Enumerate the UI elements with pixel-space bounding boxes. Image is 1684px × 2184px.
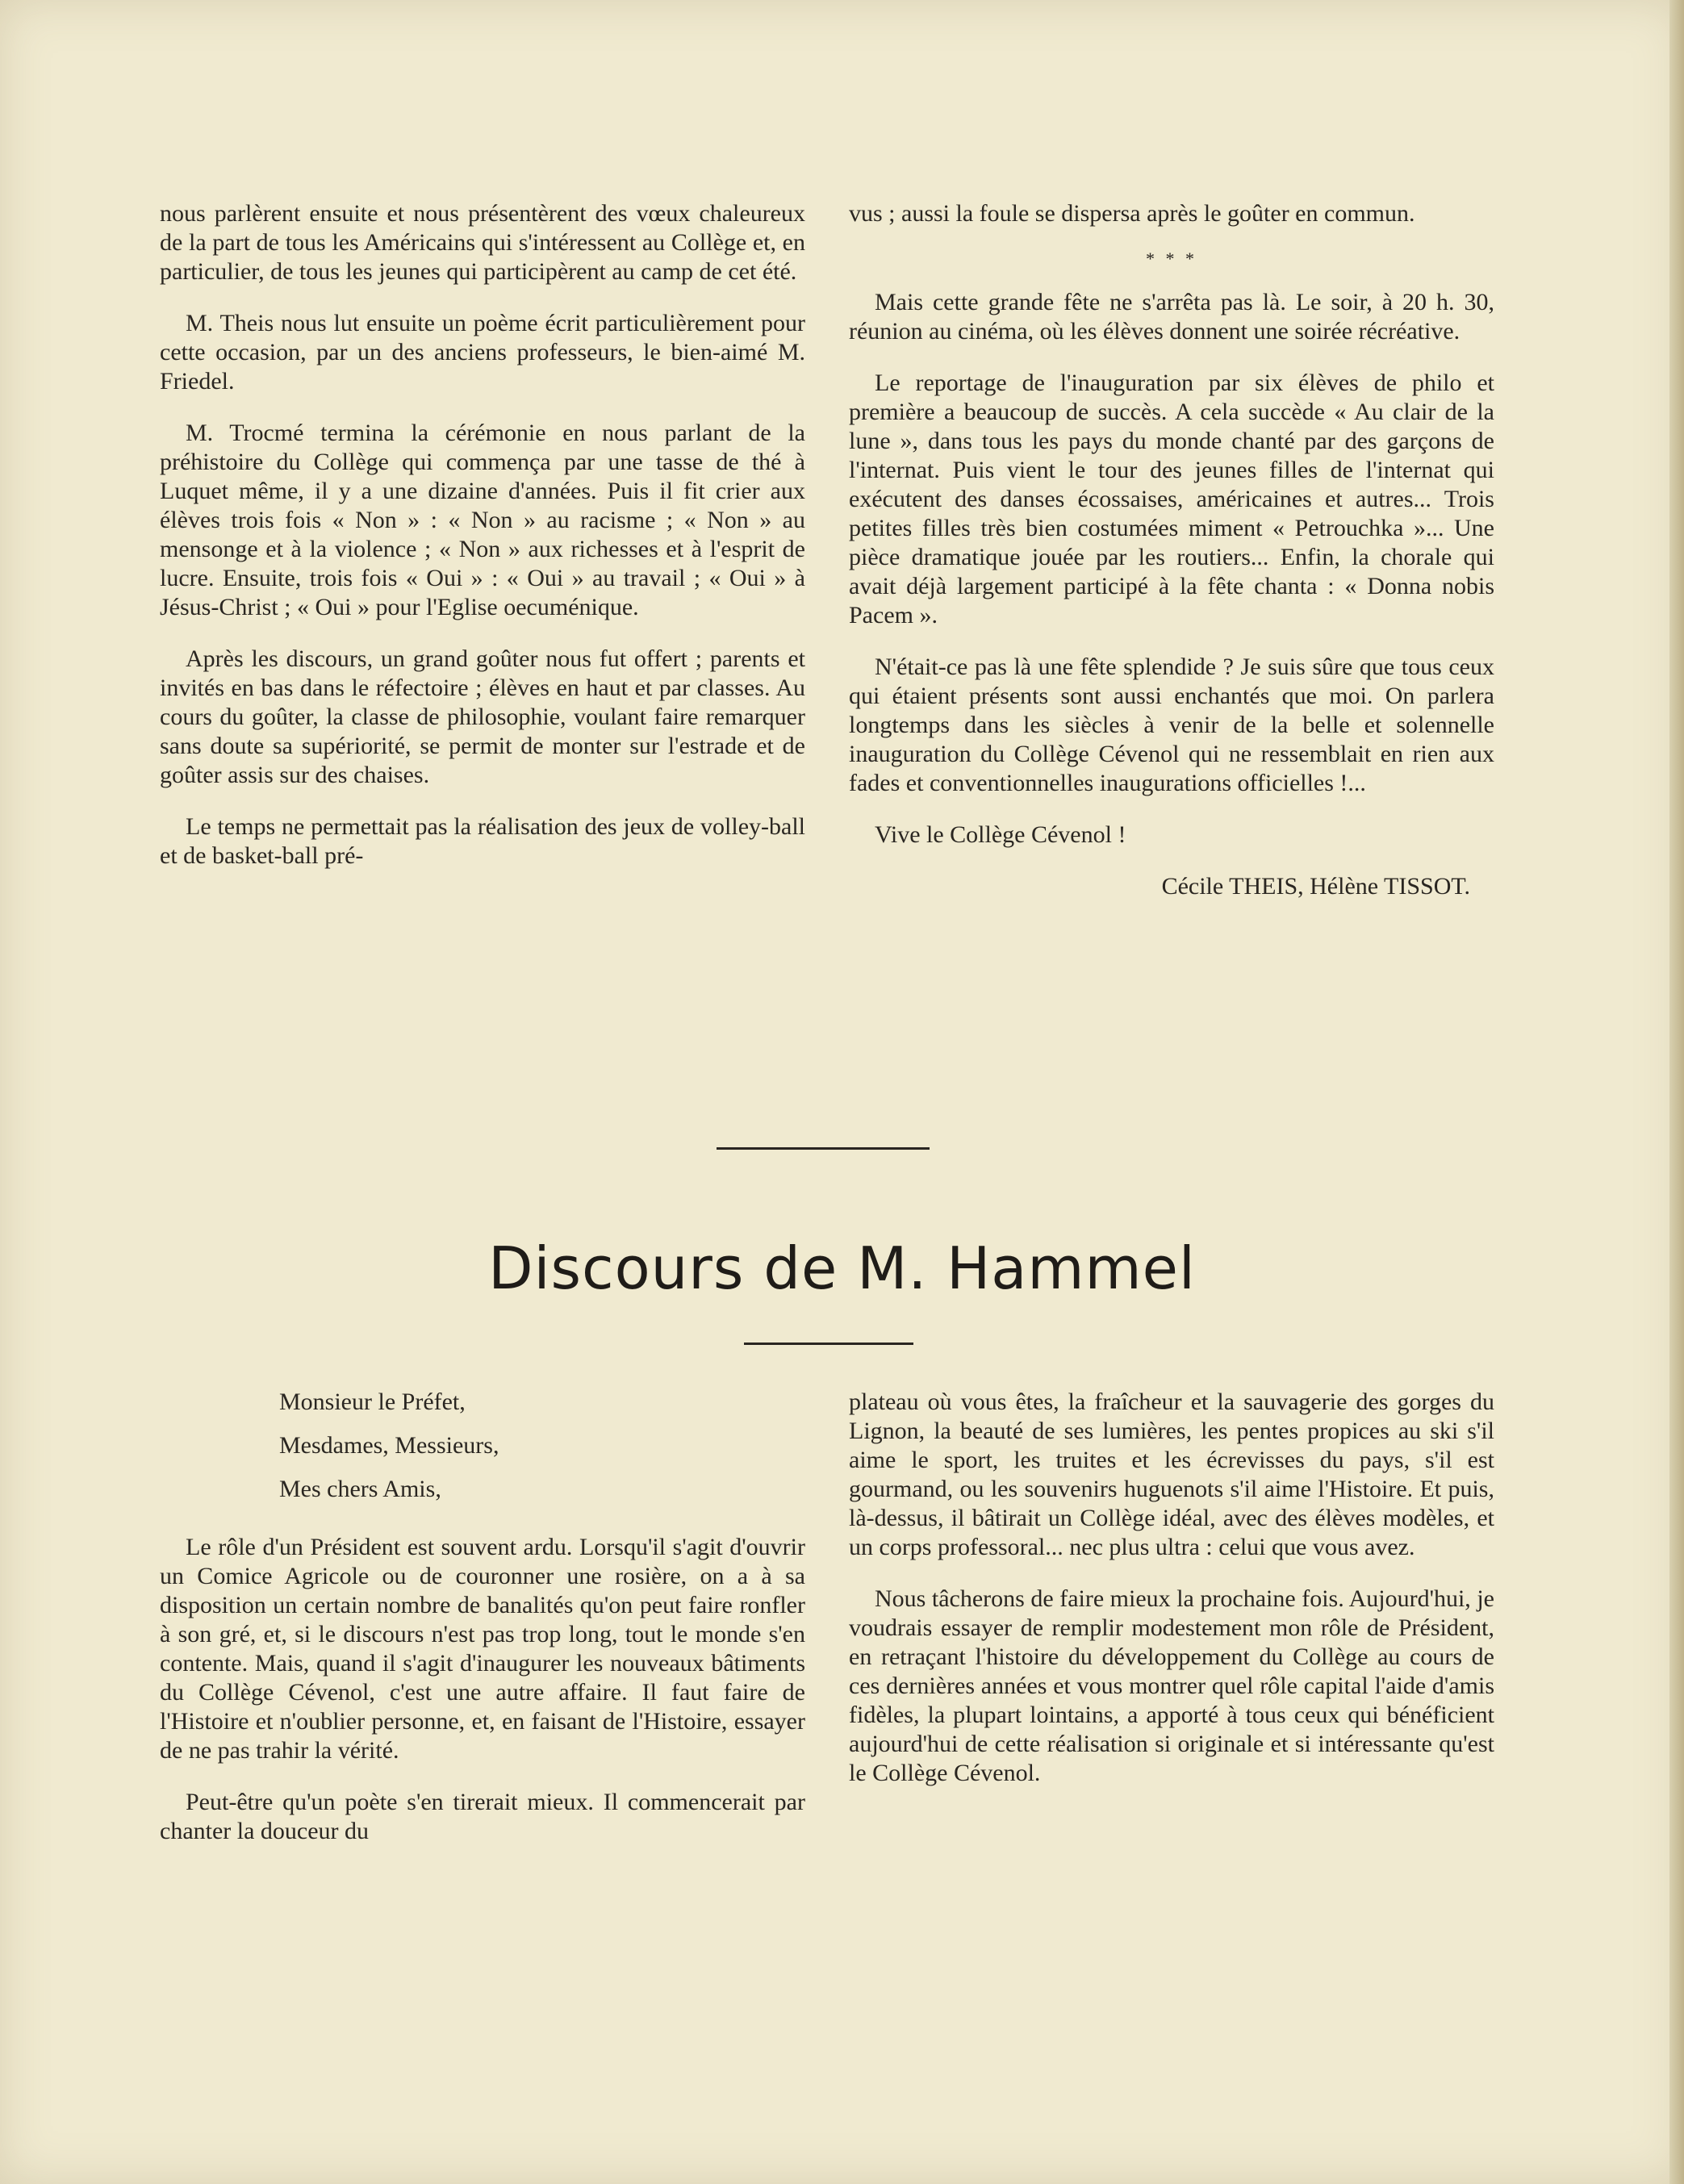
- paragraph: Nous tâcherons de faire mieux la prochaine fois. Aujourd'hui, je voudrais essayer de remplir modestement mon rôle de Président, en retraçant l'histoire du développement du Collège au cours de ces dernières années et vous montrer quel rôle capital l'aide d'amis fidèles, la plupart lointains, a apporté à tous ceux qui bénéficient aujourd'hui de cette réalisation si originale et si intéressante qu'est le Collège Cévenol.: [849, 1585, 1494, 1786]
- sign-off: Vive le Collège Cévenol !: [875, 821, 1126, 848]
- paragraph: Le temps ne permettait pas la réalisation des jeux de volley-ball et de basket-ball pré-: [160, 813, 805, 869]
- asterism-separator: * * *: [1146, 248, 1197, 269]
- section-divider-top: [717, 1147, 930, 1150]
- section-title: Discours de M. Hammel: [488, 1234, 1196, 1302]
- section-divider-bottom: [744, 1343, 913, 1345]
- report-column-right: [849, 199, 1494, 924]
- salutation-line: Mes chers Amis,: [279, 1476, 441, 1502]
- paragraph: M. Theis nous lut ensuite un poème écrit particulièrement pour cette occasion, par un des anciens professeurs, le bien-aimé M. Friedel.: [160, 310, 805, 395]
- salutation-line: Mesdames, Messieurs,: [279, 1432, 499, 1459]
- paragraph: M. Trocmé termina la cérémonie en nous parlant de la préhistoire du Collège qui commença par une tasse de thé à Luquet même, il y a une dizaine d'années. Puis il fit crier aux élèves trois fois « Non » : « Non » au racisme ; « Non » au mensonge et à la violence ; « Non » aux richesses et à l'esprit de lucre. Ensuite, trois fois « Oui » : « Oui » au travail ; « Oui » à Jésus-Christ ; « Oui » pour l'Eglise oecuménique.: [160, 420, 805, 620]
- speech-column-right: [849, 1388, 1494, 1810]
- report-column-left: [160, 199, 805, 893]
- paragraph: plateau où vous êtes, la fraîcheur et la sauvagerie des gorges du Lignon, la beauté de ses lumières, les pentes propices au ski s'il aime le sport, les truites et les écrevisses du pays, s'il est gourmand, ou les souvenirs huguenots s'il aime l'Histoire. Et puis, là-dessus, il bâtirait un Collège idéal, avec des élèves modèles, et un corps professoral... nec plus ultra : celui que vous avez.: [849, 1388, 1494, 1560]
- paragraph: Après les discours, un grand goûter nous fut offert ; parents et invités en bas dans le réfectoire ; élèves en haut et par classes. Au cours du goûter, la classe de philosophie, voulant faire remarquer sans doute sa supériorité, se permit de monter sur l'estrade et de goûter assis sur des chaises.: [160, 645, 805, 788]
- speech-column-left: [160, 1388, 805, 1869]
- page-edge: [1669, 0, 1684, 2184]
- paragraph: Le reportage de l'inauguration par six élèves de philo et première a beaucoup de succès. A cela succède « Au clair de la lune », dans tous les pays du monde chanté par des garçons de l'internat. Puis vient le tour des jeunes filles de l'internat qui exécutent des danses écossaises, américaines et autres... Trois petites filles très bien costumées miment « Petrouchka »... Une pièce dramatique jouée par les routiers... Enfin, la chorale qui avait déjà largement participé à la fête chanta : « Donna nobis Pacem ».: [849, 370, 1494, 628]
- paragraph: N'était-ce pas là une fête splendide ? Je suis sûre que tous ceux qui étaient présents sont aussi enchantés que moi. On parlera longtemps dans les siècles à venir de la belle et solennelle inauguration du Collège Cévenol qui ne ressemblait en rien aux fades et conventionnelles inaugurations officielles !...: [849, 654, 1494, 796]
- authors-signature: Cécile THEIS, Hélène TISSOT.: [1161, 873, 1470, 900]
- paragraph: Le rôle d'un Président est souvent ardu. Lorsqu'il s'agit d'ouvrir un Comice Agricole ou de couronner une rosière, on a à sa disposition un certain nombre de banalités qu'on peut faire ronfler à son gré, et, si le discours n'est pas trop long, tout le monde s'en contente. Mais, quand il s'agit d'inaugurer les nouveaux bâtiments du Collège Cévenol, c'est une autre affaire. Il faut faire de l'Histoire et n'oublier personne, et, en faisant de l'Histoire, essayer de ne pas trahir la vérité.: [160, 1534, 805, 1764]
- paragraph: nous parlèrent ensuite et nous présentèrent des vœux chaleureux de la part de tous les Américains qui s'intéressent au Collège et, en particulier, de tous les jeunes qui participèrent au camp de cet été.: [160, 200, 805, 285]
- salutation-line: Monsieur le Préfet,: [279, 1388, 466, 1415]
- paragraph: Mais cette grande fête ne s'arrêta pas là. Le soir, à 20 h. 30, réunion au cinéma, où les élèves donnent une soirée récréative.: [849, 289, 1494, 345]
- paragraph: vus ; aussi la foule se dispersa après le goûter en commun.: [849, 200, 1415, 227]
- paragraph: Peut-être qu'un poète s'en tirerait mieux. Il commencerait par chanter la douceur du: [160, 1789, 805, 1844]
